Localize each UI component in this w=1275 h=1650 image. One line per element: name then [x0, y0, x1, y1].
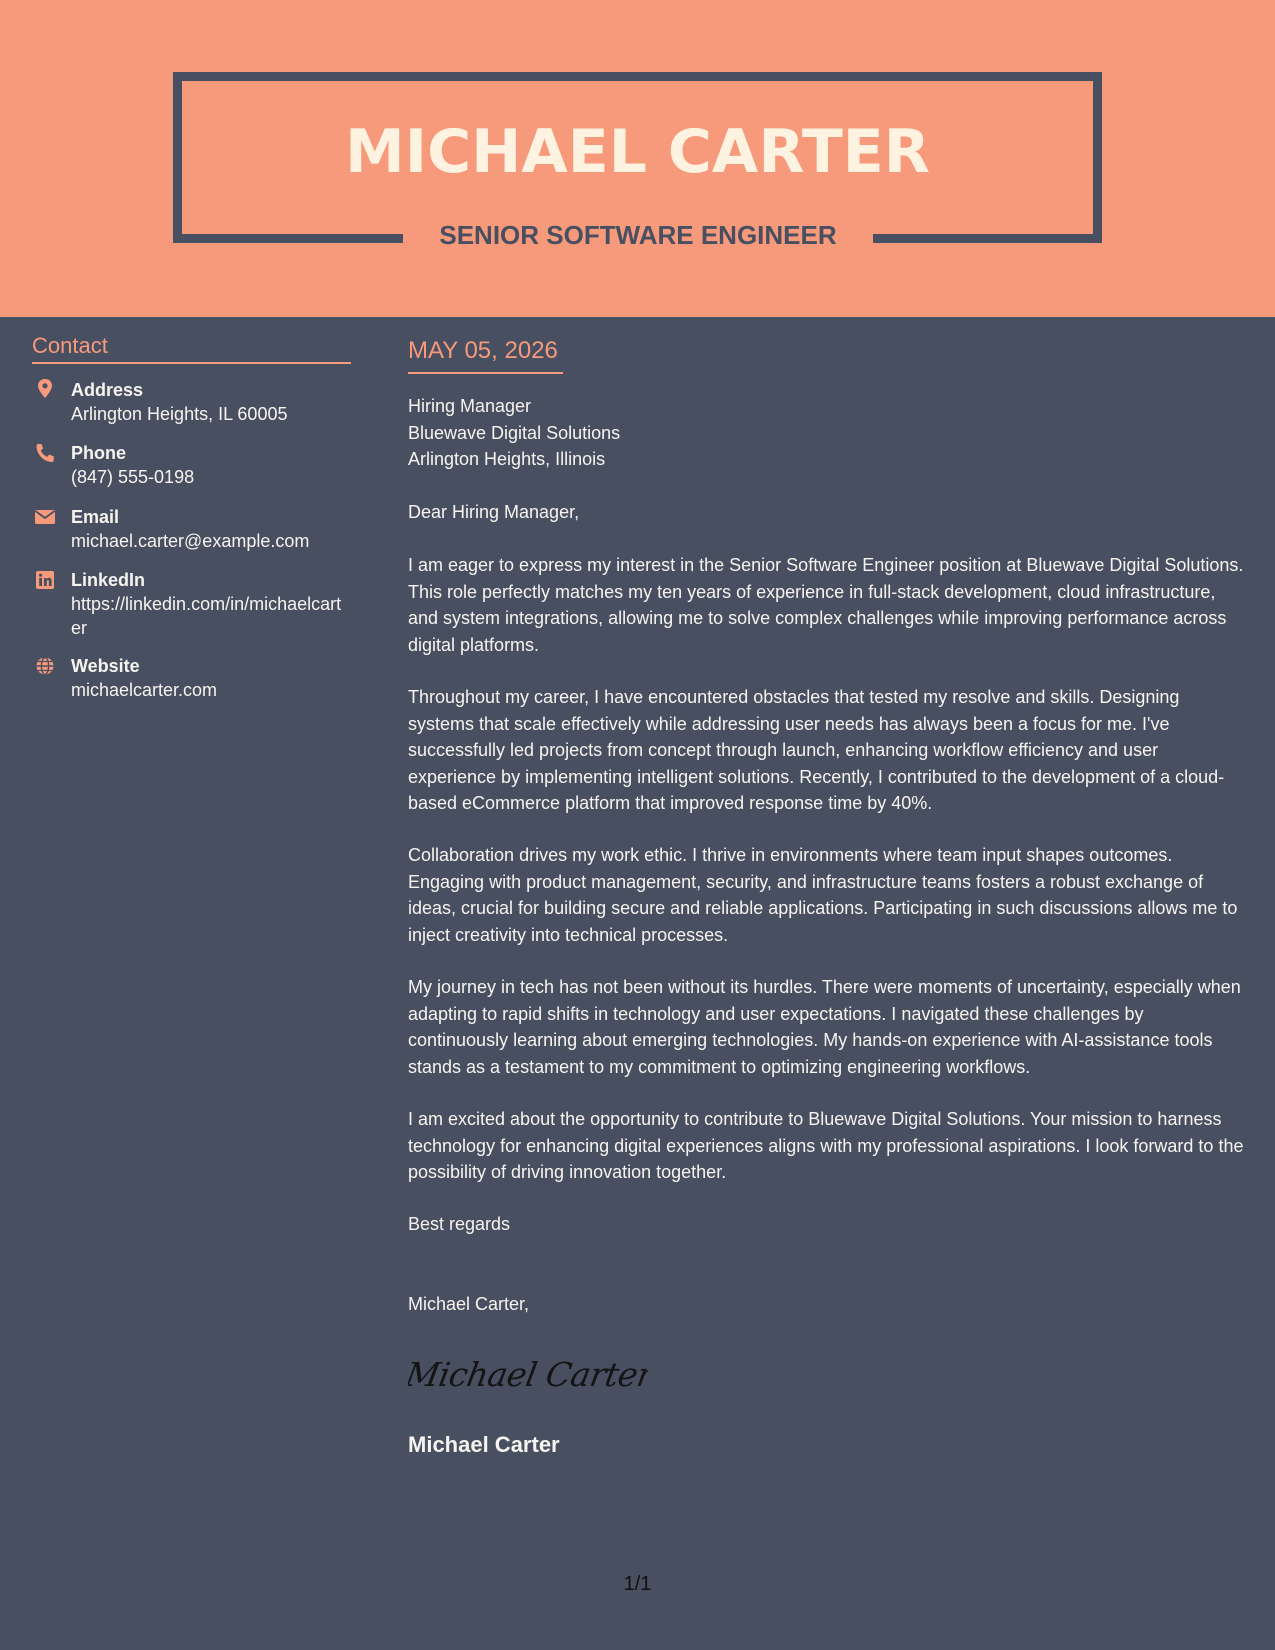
globe-icon	[32, 654, 58, 678]
contact-label: Address	[71, 380, 144, 400]
header-frame	[1093, 72, 1102, 243]
job-title: SENIOR SOFTWARE ENGINEER	[439, 220, 837, 250]
letter-date: MAY 05, 2026	[408, 337, 558, 364]
header-band	[0, 0, 1275, 317]
header-frame	[173, 72, 1102, 81]
date-divider	[408, 372, 563, 374]
contact-value: Arlington Heights, IL 60005	[71, 404, 288, 424]
contact-value[interactable]: michaelcarter.com	[71, 680, 218, 700]
header-frame	[873, 234, 1102, 243]
phone-icon	[32, 441, 58, 465]
signature-text: Michael Carter	[408, 1355, 648, 1394]
contact-label: Website	[71, 656, 140, 676]
body-paragraph: Throughout my career, I have encountered obstacles that tested my resolve and skills. Designing systems that scale effectively while addressing user needs has always been a focus for me. I've successfully led projects from concept through launch, enhancing workflow efficiency and user experience by implementing intelligent solutions. Recently, I contributed to the development of a cloud-based eCommerce platform that improved response time by 40%.	[408, 687, 1225, 813]
body-paragraph: Collaboration drives my work ethic. I thrive in environments where team input shapes outcomes. Engaging with product management, security, and infrastructure teams fosters a robust exchange of ideas, crucial for building secure and reliable applications. Participating in such discussions allows me to inject creativity into technical processes.	[408, 845, 1238, 945]
contact-heading: Contact	[32, 333, 108, 358]
recipient-line: Bluewave Digital Solutions	[408, 422, 621, 443]
contact-label: Phone	[71, 443, 127, 463]
contact-label: Email	[71, 507, 120, 527]
envelope-icon	[32, 505, 58, 529]
body-paragraph: I am eager to express my interest in the Senior Software Engineer position at Bluewave Digital Solutions. This role perfectly matches my ten years of experience in full-stack development, cloud infrastructure, and system integrations, allowing me to solve complex challenges while improving performance across digital platforms.	[408, 555, 1244, 655]
body-paragraph: My journey in tech has not been without its hurdles. There were moments of uncertainty, especially when adapting to rapid shifts in technology and user expectations. I navigated these challenges by continuously learning about emerging technologies. My hands-on experience with AI-assistance tools stands as a testament to my commitment to optimizing engineering workflows.	[408, 977, 1241, 1077]
recipient-line: Arlington Heights, Illinois	[408, 449, 606, 469]
signature-image	[408, 1352, 648, 1396]
signed-name: Michael Carter	[408, 1432, 560, 1457]
linkedin-icon	[32, 568, 58, 592]
contact-label: LinkedIn	[71, 570, 146, 590]
header-frame	[173, 72, 182, 243]
sign-off: Michael Carter,	[408, 1294, 530, 1314]
recipient-block	[408, 393, 620, 473]
contact-value: (847) 555-0198	[71, 467, 195, 487]
closing: Best regards	[408, 1214, 511, 1234]
page-number: 1/1	[623, 1573, 652, 1595]
recipient-line: Hiring Manager	[408, 396, 532, 416]
header-frame	[173, 234, 403, 243]
salutation: Dear Hiring Manager,	[408, 502, 580, 522]
contact-value[interactable]: https://linkedin.com/in/michaelcarter	[71, 594, 342, 638]
applicant-name: MICHAEL CARTER	[345, 117, 930, 187]
contact-divider	[32, 362, 351, 364]
body-paragraph: I am excited about the opportunity to contribute to Bluewave Digital Solutions. Your mission to harness technology for enhancing digital experiences aligns with my professional aspirations. I look forward to the possibility of driving innovation together.	[408, 1109, 1244, 1182]
map-pin-icon	[32, 378, 58, 402]
contact-value: michael.carter@example.com	[71, 531, 310, 551]
